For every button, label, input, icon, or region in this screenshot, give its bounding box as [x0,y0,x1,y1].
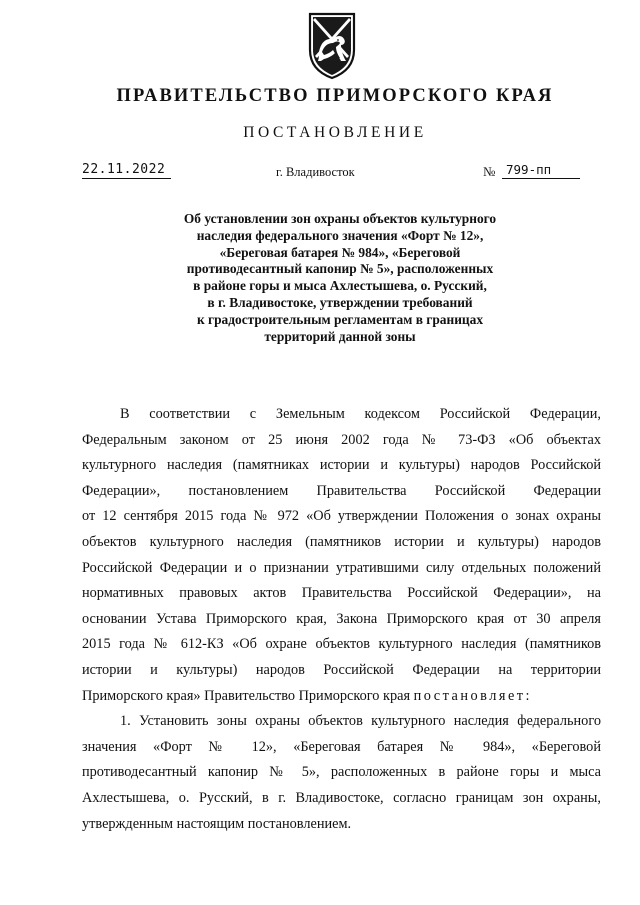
body-line: Федеральным законом от 25 июня 2002 года № 73-ФЗ «Об объектах [82,431,601,448]
title-line: наследия федерального значения «Форт № 12», [196,227,484,243]
body-line: объектов культурного наследия (памятников истории и культуры) народов [82,533,601,550]
title-line: «Береговая батарея № 984», «Береговой [219,244,461,260]
body-line-text: Приморского края» Правительство Приморского края [82,687,411,704]
title-line: территорий данной зоны [264,328,416,344]
body-line: 2015 года № 612-КЗ «Об охране объектов культурного наследия (памятников [82,636,601,653]
organization-heading: ПРАВИТЕЛЬСТВО ПРИМОРСКОГО КРАЯ [116,86,554,106]
document-type-heading: ПОСТАНОВЛЕНИЕ [243,124,427,141]
body-line: Федерации», постановлением Правительства Российской Федерации [82,482,601,499]
title-line: противодесантный капонир № 5», расположенных [186,261,494,277]
body-line: истории и культуры) народов Российской Федерации на территории [82,661,601,678]
title-line: в районе горы и мыса Ахлестышева, о. Русский, [193,278,487,294]
coat-of-arms-icon [306,12,358,80]
body-line: утвержденным настоящим постановлением. [82,815,352,832]
document-date: 22.11.2022 [82,162,171,179]
document-body [82,402,601,837]
document-city: г. Владивосток [276,165,355,179]
document-meta-row [0,162,640,186]
title-line: Об установлении зон охраны объектов культурного [183,211,497,226]
operative-verb: постановляет: [413,687,533,704]
body-line [82,684,601,710]
body-line: от 12 сентября 2015 года № 972 «Об утверждении Положения о зонах охраны [82,508,601,525]
document-title [60,211,620,345]
body-line: нормативных правовых актов Правительства Российской Федерации», на [82,585,601,602]
paragraph-preamble [82,402,601,709]
body-line: Российской Федерации и о признании утратившими силу отдельных положений [82,559,601,576]
body-line: Ахлестышева, о. Русский, в г. Владивостоке, согласно границам зон охраны, [82,789,601,806]
body-line: 1. Установить зоны охраны объектов культурного наследия федерального [120,713,601,730]
body-line: противодесантный капонир № 5», расположенных в районе горы и мыса [82,764,601,781]
body-line: В соответствии с Земельным кодексом Российской Федерации, [120,406,601,422]
document-number: 799-пп [502,162,580,179]
title-line: к градостроительным регламентам в границах [196,311,484,327]
body-line: культурного наследия (памятниках истории и культуры) народов Российской [82,457,601,474]
body-line: значения «Форт № 12», «Береговая батарея № 984», «Береговой [82,738,601,755]
paragraph-item-1 [82,709,601,837]
body-line: основании Устава Приморского края, Закона Приморского края от 30 апреля [82,610,601,627]
title-line: в г. Владивостоке, утверждении требований [207,294,473,310]
document-number-label: № [483,164,496,179]
